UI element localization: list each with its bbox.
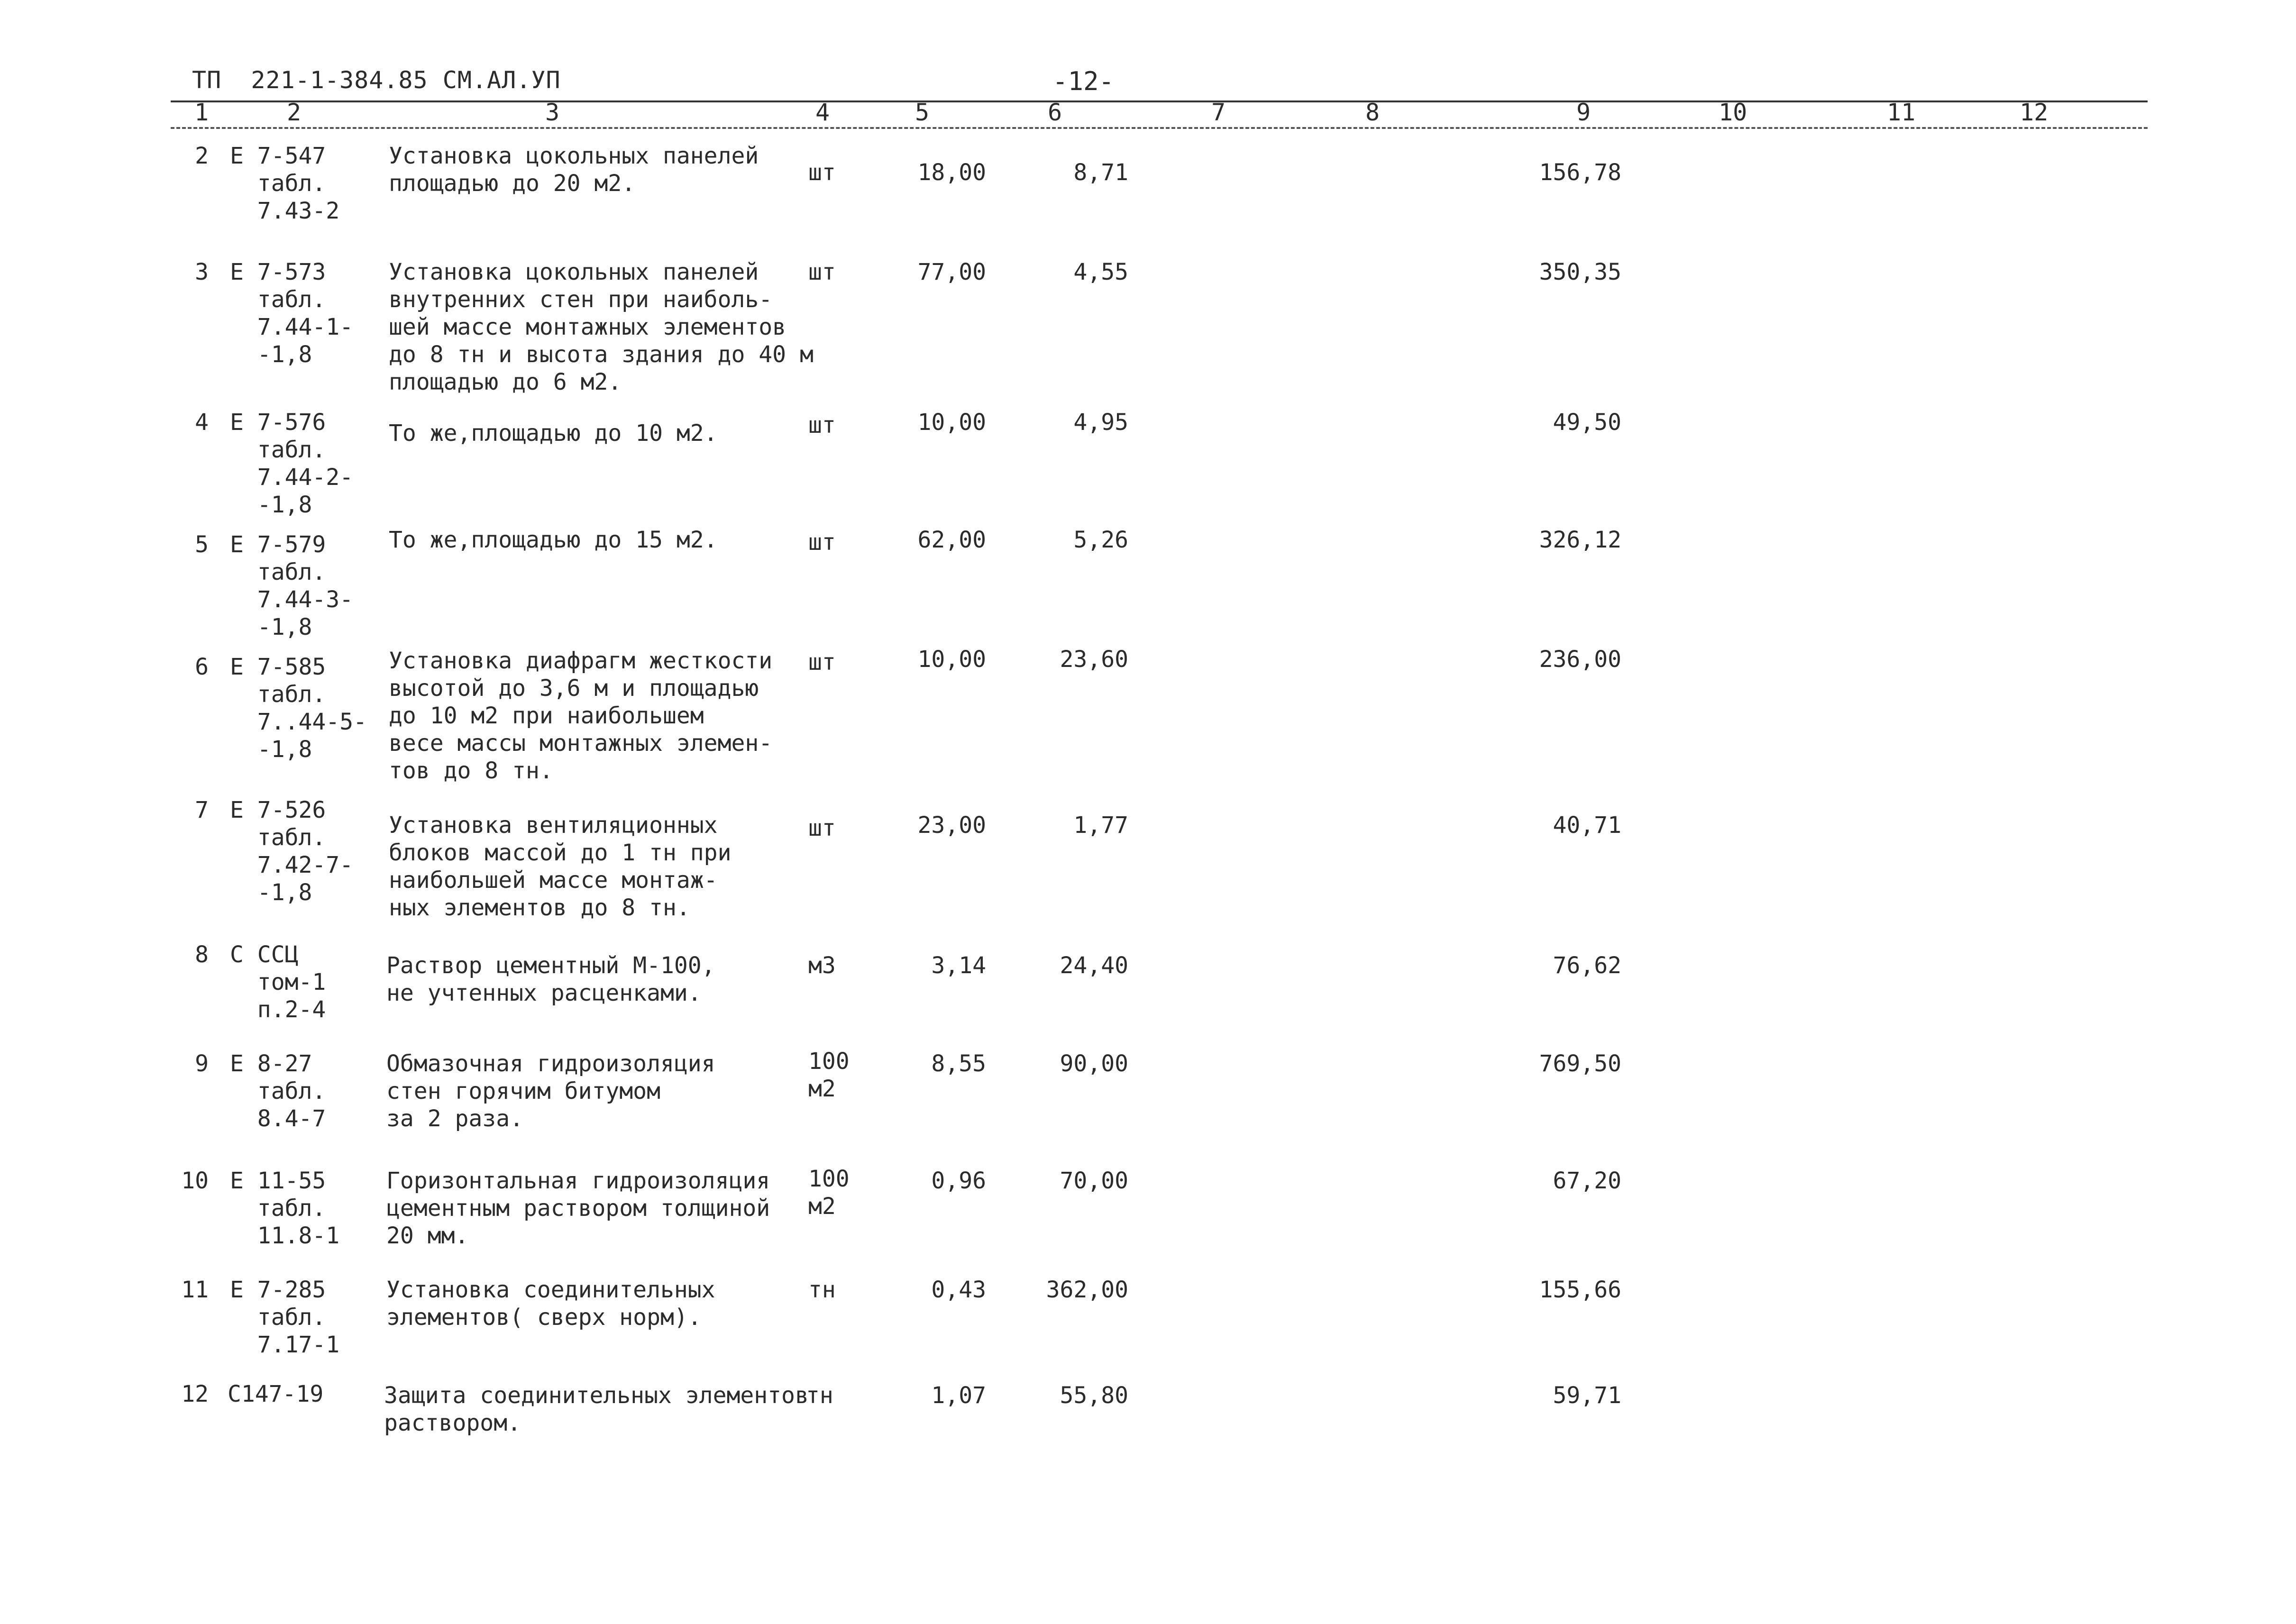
rate-code: Е 11-55 табл. 11.8-1 <box>230 1168 340 1249</box>
rate-code: Е 7-573 табл. 7.44-1- -1,8 <box>230 259 354 368</box>
unit-price: 8,71 <box>1073 159 1128 186</box>
total-cost: 49,50 <box>1553 409 1621 436</box>
quantity: 3,14 <box>931 952 986 979</box>
work-description: Установка цокольных панелей площадью до 20 м2. <box>389 143 759 197</box>
header-rule-top <box>171 100 2148 102</box>
header-rule-bottom <box>171 127 2148 129</box>
row-number: 5 <box>195 531 209 558</box>
quantity: 10,00 <box>917 646 986 673</box>
rate-code: С147-19 <box>228 1381 324 1407</box>
row-number: 8 <box>195 941 209 968</box>
unit: шт <box>808 649 836 675</box>
total-cost: 350,35 <box>1539 259 1621 285</box>
rate-code: С ССЦ том-1 п.2-4 <box>230 941 326 1023</box>
work-description: Установка диафрагм жесткости высотой до 3,6 м и площадью до 10 м2 при наибольшем весе массы монтажных элемен- тов до 8 тн. <box>389 648 773 784</box>
total-cost: 155,66 <box>1539 1277 1621 1303</box>
work-description: Установка цокольных панелей внутренних стен при наиболь- шей массе монтажных элементов до 8 тн и высота здания до 40 м площадью до 6 м2. <box>389 259 814 395</box>
unit: 100 м2 <box>808 1048 850 1102</box>
work-description: Защита соединительных элементов раствором. <box>384 1382 809 1436</box>
row-number: 2 <box>195 143 209 169</box>
unit-price: 90,00 <box>1060 1050 1128 1077</box>
unit-price: 362,00 <box>1046 1277 1128 1303</box>
column-header-7: 7 <box>1211 99 1226 126</box>
work-description: Установка вентиляционных блоков массой до 1 тн при наибольшей массе монтаж- ных элементов до 8 тн. <box>389 812 732 921</box>
column-header-6: 6 <box>1048 99 1062 126</box>
column-header-4: 4 <box>815 99 830 126</box>
unit: шт <box>808 259 836 285</box>
unit-price: 23,60 <box>1060 646 1128 673</box>
quantity: 18,00 <box>917 159 986 186</box>
column-header-1: 1 <box>194 99 209 126</box>
quantity: 62,00 <box>917 527 986 553</box>
row-number: 10 <box>181 1168 209 1194</box>
row-number: 6 <box>195 654 209 680</box>
unit: 100 м2 <box>808 1166 850 1220</box>
document-code: ТП 221-1-384.85 СМ.АЛ.УП <box>192 66 561 94</box>
unit-price: 55,80 <box>1060 1382 1128 1409</box>
unit-price: 4,55 <box>1073 259 1128 285</box>
rate-code: Е 8-27 табл. 8.4-7 <box>230 1050 326 1132</box>
work-description: Раствор цементный М-100, не учтенных расценками. <box>386 952 715 1006</box>
unit: м3 <box>808 952 836 979</box>
unit: шт <box>808 159 836 186</box>
unit-price: 24,40 <box>1060 952 1128 979</box>
column-header-2: 2 <box>287 99 302 126</box>
column-header-9: 9 <box>1576 99 1591 126</box>
quantity: 23,00 <box>917 812 986 839</box>
unit-price: 1,77 <box>1073 812 1128 839</box>
row-number: 9 <box>195 1050 209 1077</box>
row-number: 7 <box>195 797 209 823</box>
page-number: -12- <box>1052 66 1115 96</box>
total-cost: 40,71 <box>1553 812 1621 839</box>
quantity: 77,00 <box>917 259 986 285</box>
column-header-8: 8 <box>1365 99 1380 126</box>
column-header-11: 11 <box>1887 99 1916 126</box>
work-description: Горизонтальная гидроизоляция цементным раствором толщиной 20 мм. <box>386 1168 770 1249</box>
quantity: 10,00 <box>917 409 986 436</box>
work-description: Обмазочная гидроизоляция стен горячим битумом за 2 раза. <box>386 1050 715 1132</box>
total-cost: 326,12 <box>1539 527 1621 553</box>
rate-code: Е 7-579 табл. 7.44-3- -1,8 <box>230 531 354 640</box>
row-number: 4 <box>195 409 209 436</box>
total-cost: 76,62 <box>1553 952 1621 979</box>
total-cost: 59,71 <box>1553 1382 1621 1409</box>
quantity: 0,43 <box>931 1277 986 1303</box>
column-header-3: 3 <box>545 99 560 126</box>
total-cost: 156,78 <box>1539 159 1621 186</box>
total-cost: 67,20 <box>1553 1168 1621 1194</box>
unit-price: 70,00 <box>1060 1168 1128 1194</box>
work-description: То же,площадью до 10 м2. <box>389 420 718 447</box>
rate-code: Е 7-576 табл. 7.44-2- -1,8 <box>230 409 354 518</box>
rate-code: Е 7-526 табл. 7.42-7- -1,8 <box>230 797 354 906</box>
unit-price: 5,26 <box>1073 527 1128 553</box>
quantity: 0,96 <box>931 1168 986 1194</box>
column-header-10: 10 <box>1719 99 1747 126</box>
work-description: То же,площадью до 15 м2. <box>389 527 718 553</box>
total-cost: 769,50 <box>1539 1050 1621 1077</box>
rate-code: Е 7-585 табл. 7..44-5- -1,8 <box>230 654 367 763</box>
work-description: Установка соединительных элементов( сверх норм). <box>386 1277 715 1331</box>
unit: шт <box>808 815 836 841</box>
quantity: 1,07 <box>931 1382 986 1409</box>
rate-code: Е 7-547 табл. 7.43-2 <box>230 143 340 224</box>
unit: шт <box>808 529 836 556</box>
unit: тн <box>806 1382 833 1409</box>
unit-price: 4,95 <box>1073 409 1128 436</box>
unit: шт <box>808 412 836 438</box>
quantity: 8,55 <box>931 1050 986 1077</box>
total-cost: 236,00 <box>1539 646 1621 673</box>
unit: тн <box>808 1277 836 1303</box>
rate-code: Е 7-285 табл. 7.17-1 <box>230 1277 340 1358</box>
row-number: 3 <box>195 259 209 285</box>
row-number: 12 <box>181 1381 209 1407</box>
column-header-12: 12 <box>2020 99 2049 126</box>
column-header-5: 5 <box>915 99 930 126</box>
row-number: 11 <box>181 1277 209 1303</box>
